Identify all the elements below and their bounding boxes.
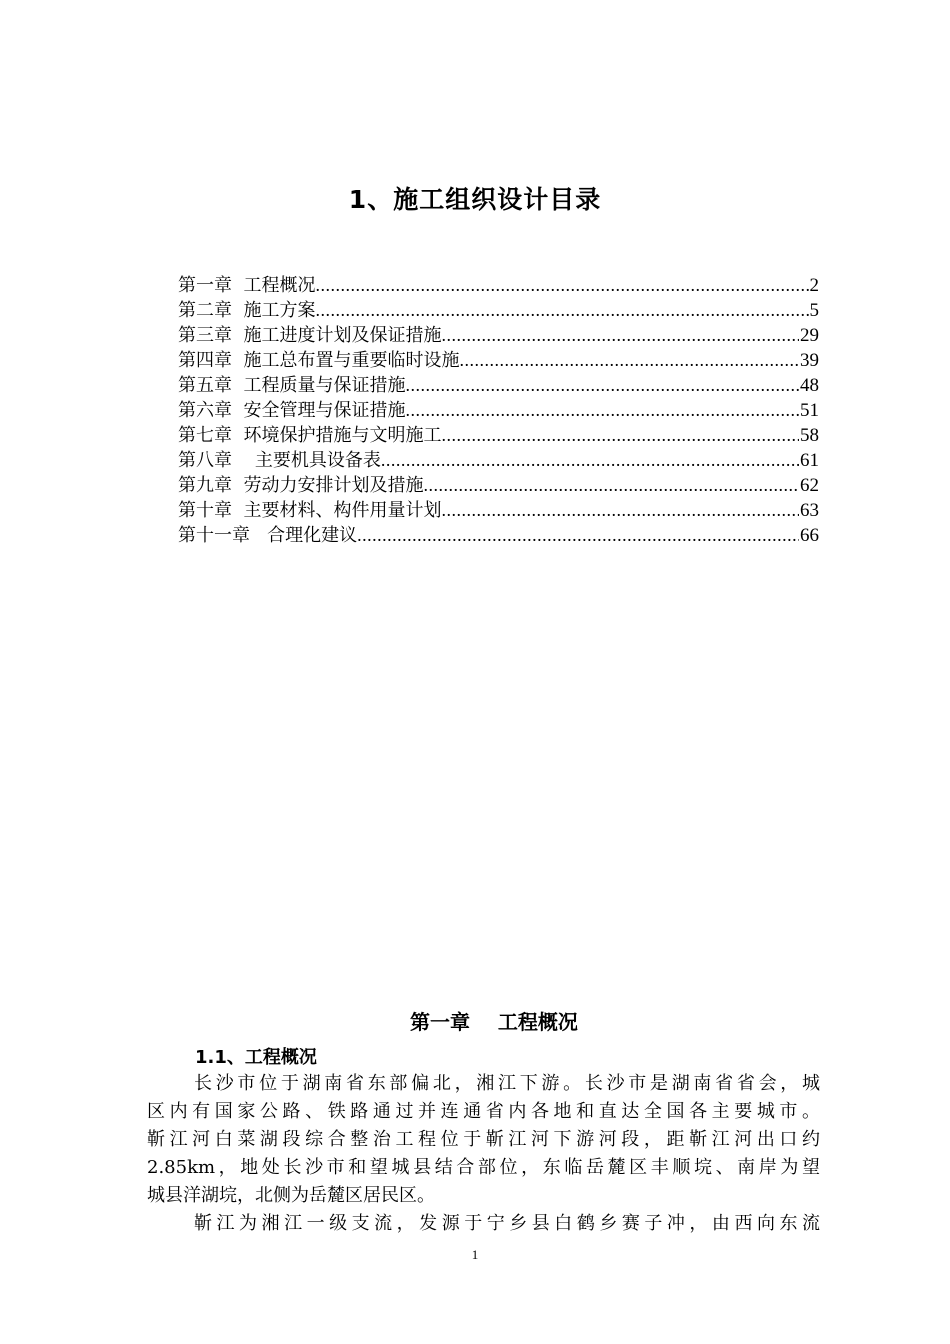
toc-entry-page: 61: [800, 450, 819, 471]
toc-leader-dots: [423, 473, 799, 498]
paragraph-line: 靳江为湘江一级支流，发源于宁乡县白鹤乡赛子冲，由西向东流: [194, 1213, 820, 1234]
toc-entry-label: 第一章 工程概况: [178, 275, 316, 296]
toc-entry-label: 第八章 主要机具设备表: [178, 450, 381, 471]
toc-leader-dots: [315, 273, 808, 298]
toc-entry-label: 第十章 主要材料、构件用量计划: [178, 500, 442, 521]
page-number: 1: [471, 1247, 479, 1262]
toc-leader-dots: [441, 323, 799, 348]
chapter-heading: 第一章 工程概况: [410, 1010, 578, 1034]
toc-leader-dots: [315, 298, 808, 323]
toc-entry-page: 63: [800, 500, 819, 521]
toc-leader-dots: [381, 448, 799, 473]
paragraph-line: 靳江河白菜湖段综合整治工程位于靳江河下游河段，距靳江河出口约: [147, 1129, 820, 1150]
paragraph-line: 区内有国家公路、铁路通过并连通省内各地和直达全国各主要城市。: [147, 1101, 820, 1122]
toc-entry-page: 62: [800, 475, 819, 496]
toc-entry[interactable]: [178, 298, 819, 323]
paragraph-line: 城县洋湖垸，北侧为岳麓区居民区。: [147, 1185, 435, 1206]
toc-leader-dots: [405, 398, 799, 423]
toc-entry[interactable]: [178, 423, 819, 448]
paragraph-line: 长沙市位于湖南省东部偏北，湘江下游。长沙市是湖南省省会，城: [194, 1073, 820, 1094]
toc-entry[interactable]: [178, 348, 819, 373]
toc-entry-label: 第四章 施工总布置与重要临时设施: [178, 350, 460, 371]
toc-entry-page: 51: [800, 400, 819, 421]
toc-entry-page: 58: [800, 425, 819, 446]
toc-entry-label: 第九章 劳动力安排计划及措施: [178, 475, 424, 496]
toc-entry[interactable]: [178, 448, 819, 473]
document-title: 1、施工组织设计目录: [348, 185, 602, 214]
toc-entry-label: 第五章 工程质量与保证措施: [178, 375, 406, 396]
toc-entry-label: 第十一章 合理化建议: [178, 525, 358, 546]
toc-leader-dots: [459, 348, 799, 373]
toc-entry[interactable]: [178, 373, 819, 398]
toc-entry-label: 第六章 安全管理与保证措施: [178, 400, 406, 421]
toc-entry-page: 29: [800, 325, 819, 346]
toc-leader-dots: [405, 373, 799, 398]
toc-entry-page: 66: [800, 525, 819, 546]
toc-leader-dots: [357, 523, 799, 548]
toc-entry-label: 第七章 环境保护措施与文明施工: [178, 425, 442, 446]
section-heading: 1.1、工程概况: [195, 1047, 317, 1068]
paragraph-line: 2.85km，地处长沙市和望城县结合部位，东临岳麓区丰顺垸、南岸为望: [147, 1157, 820, 1178]
toc-entry[interactable]: [178, 273, 819, 298]
toc-entry[interactable]: [178, 398, 819, 423]
toc-entry[interactable]: [178, 323, 819, 348]
toc-entry[interactable]: [178, 498, 819, 523]
toc-entry-page: 5: [809, 300, 819, 321]
toc-entry-page: 48: [800, 375, 819, 396]
body-paragraph: [147, 1070, 820, 1238]
toc-entry-label: 第三章 施工进度计划及保证措施: [178, 325, 442, 346]
table-of-contents: [178, 273, 819, 548]
toc-leader-dots: [441, 423, 799, 448]
toc-entry-page: 2: [809, 275, 819, 296]
toc-entry-label: 第二章 施工方案: [178, 300, 316, 321]
toc-leader-dots: [441, 498, 799, 523]
toc-entry[interactable]: [178, 523, 819, 548]
toc-entry-page: 39: [800, 350, 819, 371]
toc-entry[interactable]: [178, 473, 819, 498]
